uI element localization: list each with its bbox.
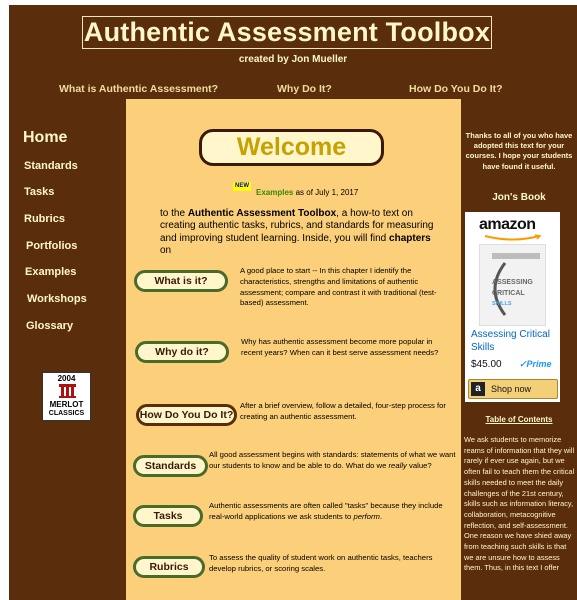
sidebar-item-tasks[interactable]: Tasks [24,186,55,198]
new-badge: NEW [235,183,249,189]
site-title: Authentic Assessment Toolbox [83,17,491,47]
chapter-desc-how-do-you-do-it: After a brief overview, follow a detailed, four-step process for creating an authentic assessment. [240,401,446,421]
merlot-classics-label: CLASSICS [48,410,85,417]
welcome-text: Welcome [236,133,347,161]
chapter-label: What is it? [154,275,208,287]
chapter-button-what-is-it[interactable] [134,270,228,292]
intro-text-1: to the [160,208,188,219]
shop-now-label: Shop now [491,384,532,394]
tasks-desc-emphasis: perform [353,511,380,521]
book-cover-image[interactable] [479,244,546,326]
intro-paragraph [160,208,436,257]
chapter-label: Why do it? [155,346,209,358]
book-heading: Jon's Book [492,192,546,203]
merlot-pillar-icon [59,384,76,398]
topnav-why[interactable]: Why Do It? [277,83,332,95]
book-cover-line-2: CRITICAL [492,290,525,297]
tasks-desc-text: Authentic assessments are often called "tasks" because they include real-world applications we ask students to [209,501,443,521]
standards-desc-text: All good assessment begins with standards: statements of what we want our students to know and be able to do. What do we [209,450,456,470]
intro-chapters-word: chapters [389,232,431,244]
standards-desc-end: value? [406,460,432,470]
standards-desc-emphasis: really [388,460,407,470]
amazon-a-icon: a [471,382,485,396]
sidebar-item-glossary[interactable]: Glossary [26,320,74,332]
merlot-label: MERLOT [49,400,84,409]
chapter-label: How Do You Do It? [139,409,234,421]
chapter-label: Standards [144,460,197,472]
topnav-how[interactable]: How Do You Do It? [409,83,503,95]
chapter-desc-what-is-it: A good place to start -- In this chapter I identify the characteristics, strengths and limitations of authentic assessment; compare and contrast it with traditional (test-based) assessment. [240,266,437,308]
book-description: We ask students to memorize reams of information that they will rarely if ever use again, but we often fail to teach them the critical skills needed to meet the daily challenges of the 21st century, skills such as information literacy, collaboration, metacognitive reflection, and self-assessment. One reason we have shied away from teaching such skills is that we are unsure how to assess them. Thus, in this text I offer [464,435,575,573]
sidebar-item-home[interactable]: Home [23,129,68,146]
amazon-widget[interactable] [465,212,560,402]
examples-notice [256,188,358,197]
sidebar-item-standards[interactable]: Standards [24,160,78,172]
book-cover-line-3: SKILLS [492,301,512,307]
sidebar-item-rubrics[interactable]: Rubrics [24,213,65,225]
chapter-button-how-do-you-do-it[interactable] [136,404,237,426]
book-cover-line-1: ASSESSING [492,279,533,286]
thanks-note: Thanks to all of you who have adopted this text for your courses. I hope your students have found it useful. [465,131,573,171]
chapter-button-why-do-it[interactable] [135,341,229,363]
chapter-desc-standards [209,450,457,472]
amazon-smile-icon [483,234,543,242]
welcome-banner [199,129,384,166]
chapter-button-tasks[interactable] [133,505,203,527]
amazon-logo: amazon [479,216,536,233]
site-header [9,5,577,99]
table-of-contents-link[interactable]: Table of Contents [485,415,553,424]
examples-date: as of July 1, 2017 [295,188,359,197]
examples-link[interactable]: Examples [256,188,294,197]
book-title-link[interactable]: Assessing Critical Skills [471,329,550,353]
prime-badge: ✓Prime [519,359,552,369]
book-cover-bar [492,253,540,259]
intro-text-2: , a how-to text on creating authentic tasks, rubrics, and standards for measuring and improving student learning. Inside, you will find [160,208,434,244]
site-title-box [82,16,492,49]
intro-text-3: on [160,244,172,256]
sidebar-item-workshops[interactable]: Workshops [27,293,87,305]
merlot-year: 2004 [57,374,76,383]
sidebar-item-examples[interactable]: Examples [25,266,77,278]
book-price: $45.00 [471,359,502,370]
right-sidebar [461,99,577,600]
intro-toolbox-name: Authentic Assessment Toolbox [187,208,337,219]
chapter-button-standards[interactable] [133,455,208,477]
merlot-classics-badge[interactable] [42,372,91,421]
tasks-desc-end: . [379,511,383,521]
topnav-what-is[interactable]: What is Authentic Assessment? [59,83,219,95]
chapter-button-rubrics[interactable] [133,556,205,578]
chapter-label: Rubrics [149,561,189,573]
book-cover-swoosh-icon [483,261,509,317]
chapter-desc-rubrics: To assess the quality of student work on authentic tasks, teachers develop rubrics, or scoring scales. [209,553,433,573]
sidebar-item-portfolios[interactable]: Portfolios [26,240,78,252]
chapter-label: Tasks [153,510,183,522]
site-byline: created by Jon Mueller [238,54,348,65]
shop-now-button[interactable] [468,379,558,399]
chapter-desc-why-do-it: Why has authentic assessment become more popular in recent years? When can it best serve assessment needs? [241,337,439,357]
left-sidebar [9,99,126,600]
main-content [126,99,461,600]
chapter-desc-tasks [209,501,454,523]
